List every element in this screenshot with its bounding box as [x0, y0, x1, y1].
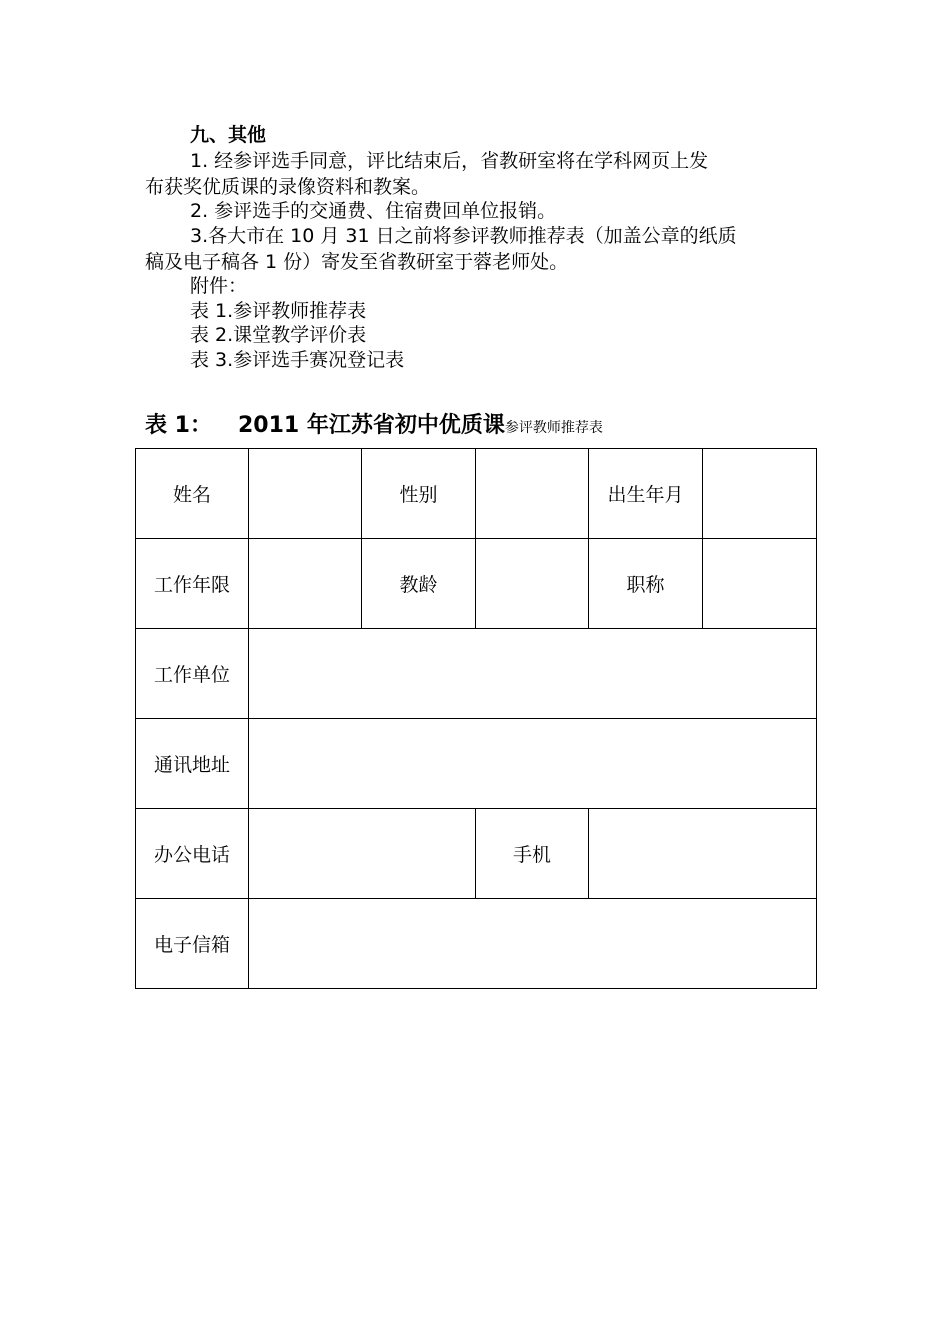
field-mobile[interactable]: [589, 809, 817, 899]
label-teaching-age: 教龄: [362, 539, 476, 629]
field-office-phone[interactable]: [249, 809, 476, 899]
table-row: [136, 809, 817, 899]
table-title-suffix: 参评教师推荐表: [504, 420, 603, 436]
attachments-label: 附件：: [190, 275, 248, 297]
field-address[interactable]: [249, 719, 817, 809]
field-work-years[interactable]: [249, 539, 362, 629]
table-row: [136, 539, 817, 629]
item-3-line-1: 3.各大市在 10 月 31 日之前将参评教师推荐表（加盖公章的纸质: [190, 225, 737, 247]
item-3-line-2: 稿及电子稿各 1 份）寄发至省教研室于蓉老师处。: [145, 251, 569, 273]
field-title[interactable]: [703, 539, 817, 629]
attachment-item: 表 2.课堂教学评价表: [190, 324, 367, 346]
field-name[interactable]: [249, 449, 362, 539]
field-email[interactable]: [249, 899, 817, 989]
field-work-unit[interactable]: [249, 629, 817, 719]
section-heading: 九、其他: [190, 124, 267, 146]
label-birth: 出生年月: [589, 449, 703, 539]
field-teaching-age[interactable]: [476, 539, 589, 629]
item-1-line-2: 布获奖优质课的录像资料和教案。: [145, 176, 431, 198]
label-work-years: 工作年限: [136, 539, 249, 629]
table-row: [136, 899, 817, 989]
label-mobile: 手机: [476, 809, 589, 899]
label-email: 电子信箱: [136, 899, 249, 989]
item-1-line-1: 1. 经参评选手同意，评比结束后，省教研室将在学科网页上发: [190, 150, 709, 172]
table-title-main: 2011 年江苏省初中优质课: [237, 413, 505, 438]
label-office-phone: 办公电话: [136, 809, 249, 899]
table-title-prefix: 表 1：: [145, 413, 212, 438]
label-work-unit: 工作单位: [136, 629, 249, 719]
item-2: 2. 参评选手的交通费、住宿费回单位报销。: [190, 200, 557, 222]
field-birth[interactable]: [703, 449, 817, 539]
field-gender[interactable]: [476, 449, 589, 539]
attachment-item: 表 3.参评选手赛况登记表: [190, 349, 405, 371]
table-row: [136, 719, 817, 809]
label-address: 通讯地址: [136, 719, 249, 809]
table-row: [136, 629, 817, 719]
table-row: [136, 449, 817, 539]
label-title: 职称: [589, 539, 703, 629]
attachment-item: 表 1.参评教师推荐表: [190, 300, 367, 322]
table-title: [145, 408, 603, 439]
recommendation-form: [135, 448, 817, 989]
label-gender: 性别: [362, 449, 476, 539]
label-name: 姓名: [136, 449, 249, 539]
